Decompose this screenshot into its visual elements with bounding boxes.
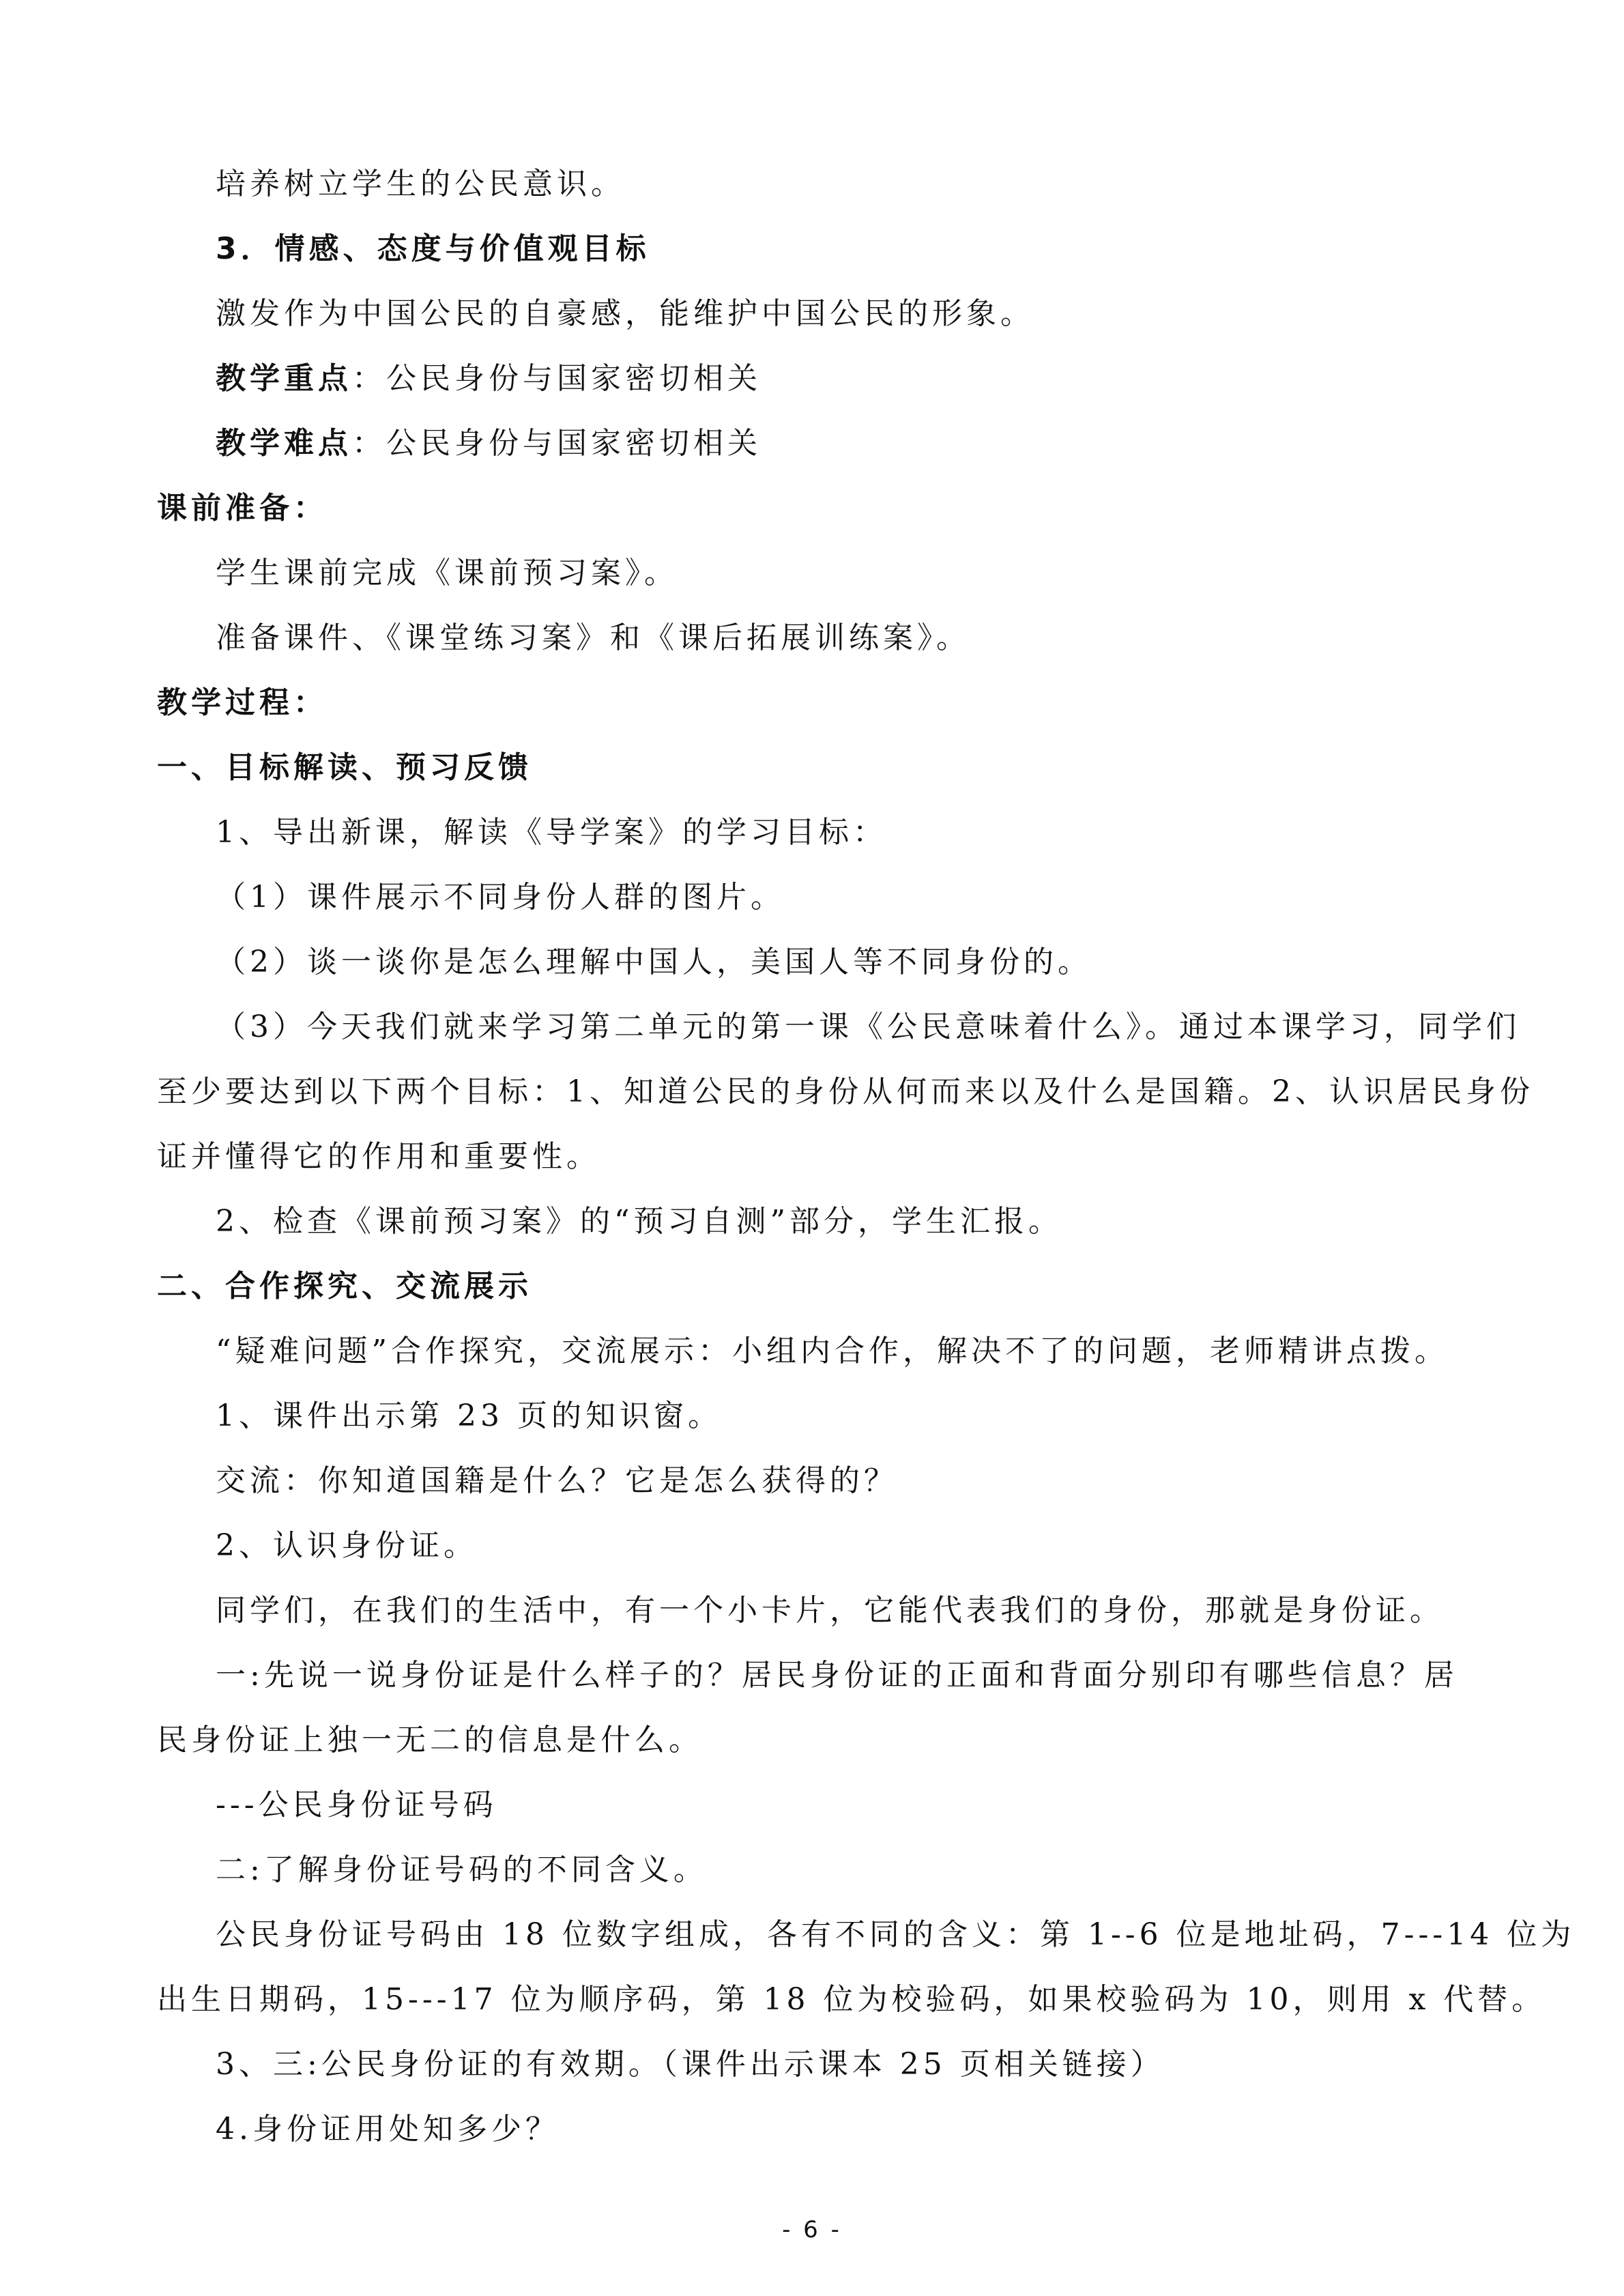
text-line: 2、检查《课前预习案》的“预习自测”部分，学生汇报。 <box>216 1204 1062 1239</box>
text-line: （1）课件展示不同身份人群的图片。 <box>216 880 785 915</box>
text-line: 2、认识身份证。 <box>216 1528 478 1563</box>
page-number: - 6 - <box>782 2216 842 2243</box>
text-line: 证并懂得它的作用和重要性。 <box>157 1139 600 1174</box>
section-heading: 3．情感、态度与价值观目标 <box>216 231 650 266</box>
text-line: 出生日期码，15---17 位为顺序码，第 18 位为校验码，如果校验码为 10，则用 x 代替。 <box>157 1982 1546 2017</box>
text-line: 民身份证上独一无二的信息是什么。 <box>157 1723 703 1757</box>
text-line: 3、三:公民身份证的有效期。（课件出示课本 25 页相关链接） <box>216 2047 1165 2082</box>
text-line: 准备课件、《课堂练习案》和《课后拓展训练案》。 <box>216 620 970 655</box>
teaching-difficulty-line <box>216 423 1533 464</box>
text-line: 至少要达到以下两个目标：1、知道公民的身份从何而来以及什么是国籍。2、认识居民身份 <box>157 1074 1534 1109</box>
text-line: 激发作为中国公民的自豪感，能维护中国公民的形象。 <box>216 296 1034 331</box>
text-line: 培养树立学生的公民意识。 <box>216 167 625 201</box>
text-line: （3）今天我们就来学习第二单元的第一课《公民意味着什么》。通过本课学习，同学们 <box>216 1009 1520 1044</box>
text-line: 4.身份证用处知多少？ <box>216 2112 560 2147</box>
section-heading: 一、目标解读、预习反馈 <box>157 750 532 785</box>
text-line: “疑难问题”合作探究，交流展示：小组内合作，解决不了的问题，老师精讲点拨。 <box>216 1334 1449 1368</box>
section-heading: 二、合作探究、交流展示 <box>157 1269 532 1304</box>
section-heading: 教学过程： <box>157 685 328 720</box>
text-line: ---公民身份证号码 <box>216 1788 497 1822</box>
text-line: 1、课件出示第 23 页的知识窗。 <box>216 1398 722 1433</box>
text-line: 学生课前完成《课前预习案》。 <box>216 556 678 590</box>
teaching-focus-text: ：公民身份与国家密切相关 <box>352 361 762 396</box>
text-line: 二:了解身份证号码的不同含义。 <box>216 1852 708 1887</box>
text-line: 同学们，在我们的生活中，有一个小卡片，它能代表我们的身份，那就是身份证。 <box>216 1593 1444 1628</box>
text-line: （2）谈一谈你是怎么理解中国人，美国人等不同身份的。 <box>216 945 1092 979</box>
teaching-difficulty-text: ：公民身份与国家密切相关 <box>352 426 762 461</box>
text-line: 1、导出新课，解读《导学案》的学习目标： <box>216 815 887 850</box>
teaching-focus-label: 教学重点 <box>216 361 352 396</box>
text-line: 交流：你知道国籍是什么？它是怎么获得的？ <box>216 1463 898 1498</box>
text-line: 公民身份证号码由 18 位数字组成，各有不同的含义：第 1--6 位是地址码，7---14 位为 <box>216 1917 1576 1952</box>
section-heading: 课前准备： <box>157 491 328 526</box>
teaching-difficulty-label: 教学难点 <box>216 426 352 461</box>
text-line: 一:先说一说身份证是什么样子的？居民身份证的正面和背面分别印有哪些信息？居 <box>216 1658 1458 1693</box>
teaching-focus-line <box>216 358 1533 399</box>
